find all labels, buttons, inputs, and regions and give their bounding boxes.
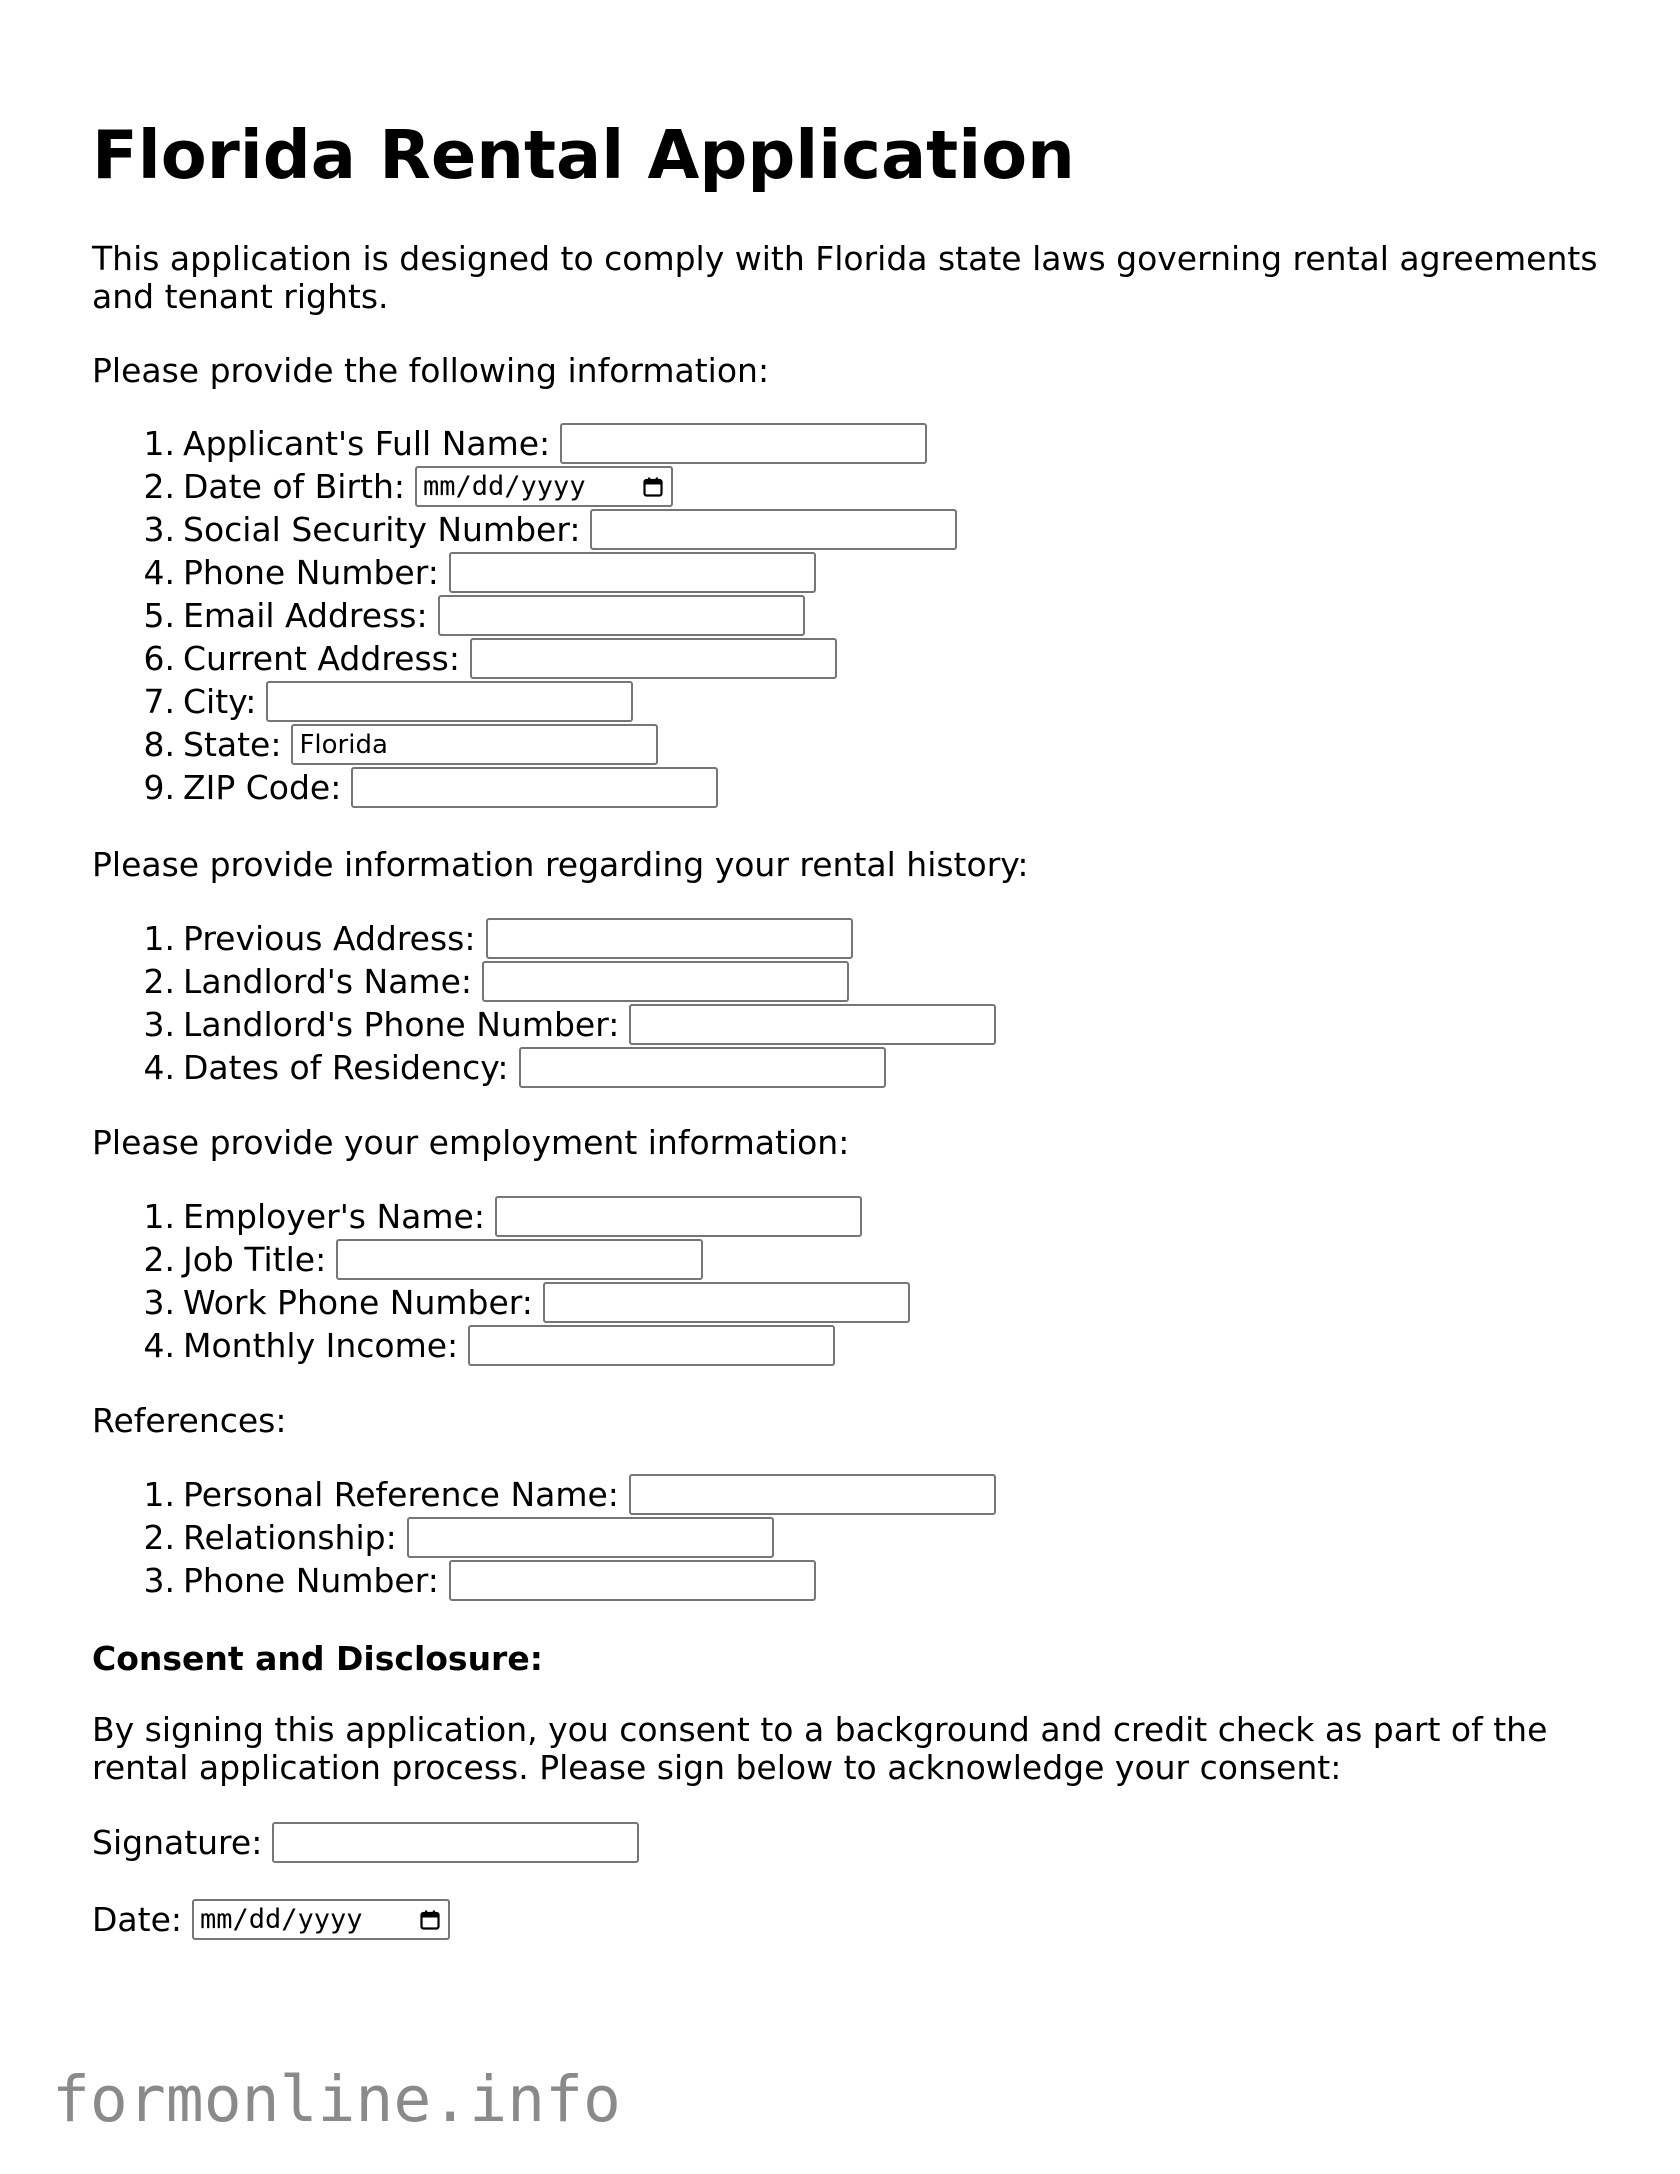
zip-input[interactable] — [351, 767, 718, 808]
zip-label: ZIP Code: — [183, 768, 342, 807]
consent-heading: Consent and Disclosure: — [92, 1639, 543, 1678]
phone-input[interactable] — [449, 552, 816, 593]
signature-date-placeholder: mm/dd/yyyy — [200, 1904, 363, 1935]
list-item-zip: 9. ZIP Code: — [92, 766, 957, 809]
previous-address-input[interactable] — [486, 918, 853, 959]
signature-label: Signature: — [92, 1823, 263, 1862]
list-item-date-of-birth: 2. Date of Birth: mm/dd/yyyy — [92, 465, 957, 508]
landlord-name-label: Landlord's Name: — [183, 962, 472, 1001]
employment-prompt: Please provide your employment information: — [92, 1123, 850, 1162]
rental-history-prompt: Please provide information regarding your rental history: — [92, 845, 1029, 884]
dates-of-residency-input[interactable] — [519, 1047, 886, 1088]
work-phone-label: Work Phone Number: — [183, 1283, 533, 1322]
references-list — [92, 1473, 996, 1602]
landlord-phone-input[interactable] — [629, 1004, 996, 1045]
list-item-landlord-name: 2. Landlord's Name: — [92, 960, 996, 1003]
list-item-monthly-income: 4. Monthly Income: — [92, 1324, 910, 1367]
signature-row — [92, 1821, 639, 1864]
date-of-birth-label: Date of Birth: — [183, 467, 406, 506]
list-item-city: 7. City: — [92, 680, 957, 723]
list-item-state: 8. State: Florida — [92, 723, 957, 766]
city-label: City: — [183, 682, 257, 721]
state-input[interactable] — [291, 724, 658, 765]
list-item-phone: 4. Phone Number: — [92, 551, 957, 594]
ssn-label: Social Security Number: — [183, 510, 581, 549]
dates-of-residency-label: Dates of Residency: — [183, 1048, 509, 1087]
references-prompt: References: — [92, 1401, 287, 1440]
job-title-input[interactable] — [336, 1239, 703, 1280]
city-input[interactable] — [266, 681, 633, 722]
list-item-landlord-phone: 3. Landlord's Phone Number: — [92, 1003, 996, 1046]
calendar-icon[interactable] — [420, 1910, 440, 1930]
signature-input[interactable] — [272, 1822, 639, 1863]
relationship-input[interactable] — [407, 1517, 774, 1558]
reference-phone-input[interactable] — [449, 1560, 816, 1601]
full-name-input[interactable] — [560, 423, 927, 464]
phone-label: Phone Number: — [183, 553, 439, 592]
previous-address-label: Previous Address: — [183, 919, 476, 958]
list-item-email: 5. Email Address: — [92, 594, 957, 637]
list-item-work-phone: 3. Work Phone Number: — [92, 1281, 910, 1324]
employment-list — [92, 1195, 910, 1367]
current-address-label: Current Address: — [183, 639, 460, 678]
date-label: Date: — [92, 1900, 182, 1939]
current-address-input[interactable] — [470, 638, 837, 679]
date-of-birth-placeholder: mm/dd/yyyy — [423, 471, 586, 502]
reference-name-label: Personal Reference Name: — [183, 1475, 619, 1514]
date-row — [92, 1898, 450, 1941]
list-item-employer-name: 1. Employer's Name: — [92, 1195, 910, 1238]
page-title: Florida Rental Application — [92, 116, 1075, 194]
state-label: State: — [183, 725, 282, 764]
reference-phone-label: Phone Number: — [183, 1561, 439, 1600]
employer-name-label: Employer's Name: — [183, 1197, 485, 1236]
list-item-job-title: 2. Job Title: — [92, 1238, 910, 1281]
work-phone-input[interactable] — [543, 1282, 910, 1323]
date-of-birth-input[interactable] — [415, 466, 673, 507]
email-input[interactable] — [438, 595, 805, 636]
list-item-reference-name: 1. Personal Reference Name: — [92, 1473, 996, 1516]
email-label: Email Address: — [183, 596, 428, 635]
personal-info-prompt: Please provide the following information: — [92, 351, 770, 390]
list-item-ssn: 3. Social Security Number: — [92, 508, 957, 551]
list-item-previous-address: 1. Previous Address: — [92, 917, 996, 960]
monthly-income-input[interactable] — [468, 1325, 835, 1366]
list-item-dates-of-residency: 4. Dates of Residency: — [92, 1046, 996, 1089]
ssn-input[interactable] — [590, 509, 957, 550]
rental-history-list — [92, 917, 996, 1089]
landlord-name-input[interactable] — [482, 961, 849, 1002]
list-item-relationship: 2. Relationship: — [92, 1516, 996, 1559]
full-name-label: Applicant's Full Name: — [183, 424, 551, 463]
signature-date-input[interactable] — [192, 1899, 450, 1940]
list-item-full-name: 1. Applicant's Full Name: — [92, 422, 957, 465]
monthly-income-label: Monthly Income: — [183, 1326, 459, 1365]
list-item-current-address: 6. Current Address: — [92, 637, 957, 680]
calendar-icon[interactable] — [643, 477, 663, 497]
watermark: formonline.info — [52, 2063, 621, 2136]
list-item-reference-phone: 3. Phone Number: — [92, 1559, 996, 1602]
intro-paragraph: This application is designed to comply with Florida state laws governing rental agreements and tenant rights. — [92, 239, 1598, 316]
personal-info-list — [92, 422, 957, 809]
relationship-label: Relationship: — [183, 1518, 397, 1557]
landlord-phone-label: Landlord's Phone Number: — [183, 1005, 620, 1044]
job-title-label: Job Title: — [183, 1240, 327, 1279]
reference-name-input[interactable] — [629, 1474, 996, 1515]
consent-text: By signing this application, you consent to a background and credit check as part of the rental application process. Please sign below to acknowledge your consent: — [92, 1710, 1548, 1787]
employer-name-input[interactable] — [495, 1196, 862, 1237]
